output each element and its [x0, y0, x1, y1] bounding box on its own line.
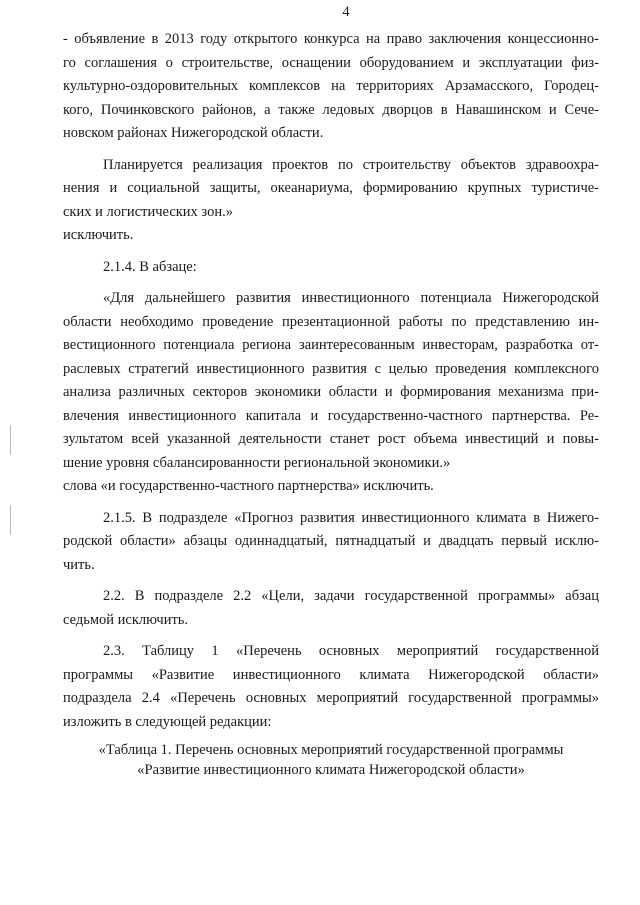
text-line: ских и логистических зон.»	[63, 203, 233, 220]
text-line: культурно-оздоровительных комплексов на территориях Арзамасского, Городец-	[63, 78, 599, 94]
text-line: 2.2. В подразделе 2.2 «Цели, задачи государственной программы» абзац	[103, 588, 599, 604]
text-line: 2.1.5. В подразделе «Прогноз развития инвестиционного климата в Нижего-	[103, 509, 599, 526]
table-title	[63, 740, 599, 780]
scan-artifact	[10, 505, 11, 535]
table-title-line: «Развитие инвестиционного климата Нижегородской области»	[137, 762, 525, 778]
text-line: 2.3. Таблицу 1 «Перечень основных мероприятий государственной	[103, 643, 599, 659]
text-line: шение уровня сбалансированности региональной экономики.»	[63, 454, 451, 471]
paragraph-investment-quote	[63, 287, 599, 475]
paragraph-2-2	[63, 585, 599, 632]
text-line: седьмой исключить.	[63, 611, 189, 628]
text-line: вестиционного потенциала региона заинтересованным инвесторам, разработка от-	[63, 337, 599, 353]
text-line: анализа различных секторов экономики области и формирования механизма при-	[63, 384, 599, 400]
text-line: раслевых стратегий инвестиционного развития с целью проведения комплексного	[63, 360, 599, 377]
text-line: чить.	[63, 556, 95, 573]
text-line: новском районах Нижегородской области.	[63, 125, 324, 141]
table-title-line: «Таблица 1. Перечень основных мероприятий государственной программы	[98, 742, 564, 758]
text-line: - объявление в 2013 году открытого конкурса на право заключения концессионно-	[63, 31, 599, 47]
paragraph-words-exclude	[63, 475, 599, 499]
text-line: влечения инвестиционного капитала и государственно-частного партнерства. Ре-	[63, 407, 599, 424]
scan-artifact	[10, 425, 11, 455]
text-line: исключить.	[63, 227, 134, 243]
text-line: изложить в следующей редакции:	[63, 713, 272, 730]
text-line: Планируется реализация проектов по строительству объектов здравоохра-	[103, 156, 599, 173]
text-line: зультатом всей указанной деятельности станет рост объема инвестиций и повы-	[63, 431, 599, 447]
paragraph-2-1-4-heading	[63, 256, 599, 280]
text-line: области необходимо проведение презентационной работы по представлению ин-	[63, 313, 599, 330]
text-line: го соглашения о строительстве, оснащении оборудованием и эксплуатации физ-	[63, 54, 599, 71]
paragraph-planned-projects	[63, 154, 599, 225]
text-line: 2.1.4. В абзаце:	[103, 258, 197, 275]
paragraph-2-3	[63, 640, 599, 734]
paragraph-exclude	[63, 224, 599, 248]
paragraph-2-1-5	[63, 507, 599, 578]
text-line: слова «и государственно-частного партнерства» исключить.	[63, 478, 434, 494]
text-line: родской области» абзацы одиннадцатый, пятнадцатый и двадцать первый исклю-	[63, 533, 599, 549]
paragraph-concession-tender	[63, 28, 599, 146]
text-line: нения и социальной защиты, океанариума, формированию крупных туристиче-	[63, 180, 599, 196]
text-line: подраздела 2.4 «Перечень основных мероприятий государственной программы»	[63, 690, 599, 706]
text-line: кого, Починковского районов, а также ледовых дворцов в Навашинском и Сече-	[63, 101, 599, 118]
text-line: программы «Развитие инвестиционного климата Нижегородской области»	[63, 666, 599, 683]
page-number: 4	[342, 4, 350, 20]
text-line: «Для дальнейшего развития инвестиционного потенциала Нижегородской	[103, 290, 599, 306]
